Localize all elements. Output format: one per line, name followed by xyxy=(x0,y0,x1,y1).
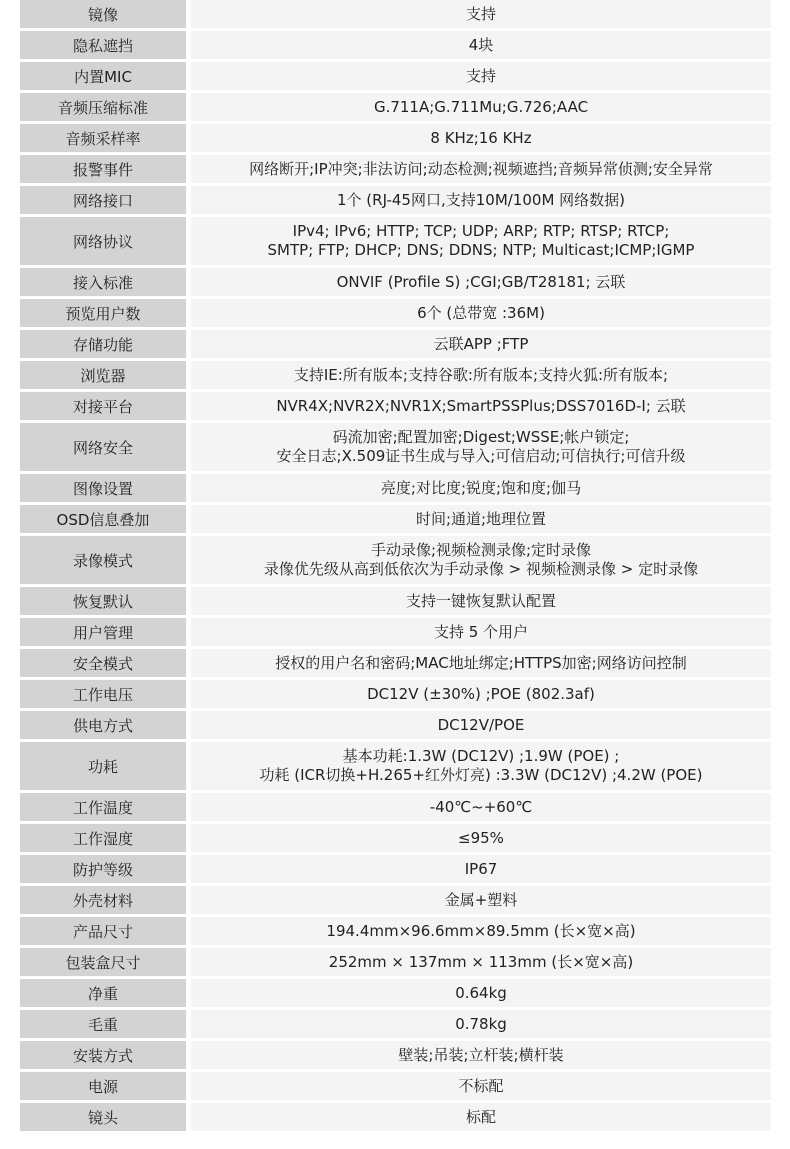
spec-value xyxy=(191,917,771,945)
spec-label: OSD信息叠加 xyxy=(20,505,186,533)
spec-value xyxy=(191,1103,771,1131)
spec-label: 安全模式 xyxy=(20,649,186,677)
spec-label: 录像模式 xyxy=(20,536,186,584)
spec-value xyxy=(191,824,771,852)
spec-label: 预览用户数 xyxy=(20,299,186,327)
spec-label: 包装盒尺寸 xyxy=(20,948,186,976)
spec-value xyxy=(191,361,771,389)
spec-value xyxy=(191,0,771,28)
spec-value-line: NVR4X;NVR2X;NVR1X;SmartPSSPlus;DSS7016D-I; 云联 xyxy=(276,396,686,415)
spec-label: 图像设置 xyxy=(20,474,186,502)
spec-value-line: 手动录像;视频检测录像;定时录像 xyxy=(370,541,592,559)
spec-value-line: 标配 xyxy=(465,1107,496,1126)
spec-value-line: 基本功耗:1.3W (DC12V) ;1.9W (POE) ; xyxy=(342,747,620,765)
spec-value-line: SMTP; FTP; DHCP; DNS; DDNS; NTP; Multicast;ICMP;IGMP xyxy=(267,241,695,259)
spec-value xyxy=(191,31,771,59)
spec-label: 防护等级 xyxy=(20,855,186,883)
spec-value-line: 云联APP ;FTP xyxy=(433,334,529,353)
spec-value xyxy=(191,124,771,152)
spec-value-line: 0.64kg xyxy=(455,983,507,1002)
spec-value xyxy=(191,155,771,183)
spec-label: 隐私遮挡 xyxy=(20,31,186,59)
spec-value-line: DC12V/POE xyxy=(437,715,525,734)
spec-label: 网络安全 xyxy=(20,423,186,471)
spec-value-line: 支持 xyxy=(465,66,496,85)
spec-value xyxy=(191,680,771,708)
spec-value-line: 功耗 (ICR切换+H.265+红外灯亮) :3.3W (DC12V) ;4.2W (POE) xyxy=(259,766,703,784)
spec-label: 外壳材料 xyxy=(20,886,186,914)
spec-label: 电源 xyxy=(20,1072,186,1100)
spec-value-line: 1个 (RJ-45网口,支持10M/100M 网络数据) xyxy=(336,190,626,209)
spec-value-line: 壁装;吊装;立杆装;横杆装 xyxy=(398,1045,564,1064)
spec-label: 供电方式 xyxy=(20,711,186,739)
spec-value xyxy=(191,1072,771,1100)
spec-value xyxy=(191,299,771,327)
spec-value xyxy=(191,711,771,739)
spec-value xyxy=(191,742,771,790)
spec-value xyxy=(191,186,771,214)
spec-value-line: 8 KHz;16 KHz xyxy=(430,128,532,147)
spec-value-line: 支持IE:所有版本;支持谷歌:所有版本;支持火狐:所有版本; xyxy=(293,365,669,384)
spec-value-line: 0.78kg xyxy=(455,1014,507,1033)
spec-value-line: 支持一键恢复默认配置 xyxy=(405,591,556,610)
spec-label: 工作温度 xyxy=(20,793,186,821)
spec-value xyxy=(191,979,771,1007)
spec-label: 内置MIC xyxy=(20,62,186,90)
spec-label: 净重 xyxy=(20,979,186,1007)
spec-value xyxy=(191,505,771,533)
spec-label: 用户管理 xyxy=(20,618,186,646)
spec-table xyxy=(20,0,771,1131)
spec-value xyxy=(191,886,771,914)
spec-value-line: ONVIF (Profile S) ;CGI;GB/T28181; 云联 xyxy=(336,272,626,291)
spec-value-line: ≤95% xyxy=(458,828,504,847)
spec-label: 对接平台 xyxy=(20,392,186,420)
spec-label: 音频压缩标准 xyxy=(20,93,186,121)
spec-label: 镜像 xyxy=(20,0,186,28)
spec-value-line: 194.4mm×96.6mm×89.5mm (长×宽×高) xyxy=(326,921,636,940)
spec-value xyxy=(191,536,771,584)
spec-value-line: IPv4; IPv6; HTTP; TCP; UDP; ARP; RTP; RTSP; RTCP; xyxy=(292,222,670,240)
spec-value-line: 金属+塑料 xyxy=(444,890,518,909)
spec-value xyxy=(191,268,771,296)
spec-label: 安装方式 xyxy=(20,1041,186,1069)
spec-value xyxy=(191,948,771,976)
spec-value xyxy=(191,392,771,420)
spec-value xyxy=(191,217,771,265)
spec-label: 工作湿度 xyxy=(20,824,186,852)
spec-label: 浏览器 xyxy=(20,361,186,389)
spec-label: 接入标准 xyxy=(20,268,186,296)
spec-label: 毛重 xyxy=(20,1010,186,1038)
spec-value-line: 4块 xyxy=(468,35,494,54)
spec-label: 工作电压 xyxy=(20,680,186,708)
spec-value-line: 不标配 xyxy=(458,1076,504,1095)
spec-value xyxy=(191,1041,771,1069)
spec-value-line: 亮度;对比度;锐度;饱和度;伽马 xyxy=(380,478,582,497)
spec-value-line: 支持 xyxy=(465,4,496,23)
spec-value xyxy=(191,62,771,90)
spec-value xyxy=(191,587,771,615)
spec-value-line: 授权的用户名和密码;MAC地址绑定;HTTPS加密;网络访问控制 xyxy=(275,653,687,672)
spec-value-line: 安全日志;X.509证书生成与导入;可信启动;可信执行;可信升级 xyxy=(276,447,686,465)
spec-value-line: IP67 xyxy=(464,859,498,878)
spec-value-line: 码流加密;配置加密;Digest;WSSE;帐户锁定; xyxy=(332,428,630,446)
spec-label: 产品尺寸 xyxy=(20,917,186,945)
spec-label: 报警事件 xyxy=(20,155,186,183)
spec-value-line: -40℃~+60℃ xyxy=(429,797,533,816)
spec-value xyxy=(191,93,771,121)
spec-value-line: G.711A;G.711Mu;G.726;AAC xyxy=(373,97,589,116)
spec-value xyxy=(191,423,771,471)
spec-value xyxy=(191,474,771,502)
spec-value-line: 时间;通道;地理位置 xyxy=(415,509,547,528)
spec-value xyxy=(191,649,771,677)
spec-value xyxy=(191,793,771,821)
spec-value xyxy=(191,330,771,358)
spec-label: 恢复默认 xyxy=(20,587,186,615)
spec-label: 功耗 xyxy=(20,742,186,790)
spec-value-line: 6个 (总带宽 :36M) xyxy=(417,303,545,322)
spec-label: 音频采样率 xyxy=(20,124,186,152)
spec-value xyxy=(191,618,771,646)
spec-value-line: 支持 5 个用户 xyxy=(433,622,529,641)
spec-value xyxy=(191,1010,771,1038)
spec-label: 镜头 xyxy=(20,1103,186,1131)
spec-label: 网络协议 xyxy=(20,217,186,265)
spec-value-line: DC12V (±30%) ;POE (802.3af) xyxy=(367,684,595,703)
spec-value xyxy=(191,855,771,883)
spec-value-line: 252mm × 137mm × 113mm (长×宽×高) xyxy=(328,952,634,971)
spec-label: 存储功能 xyxy=(20,330,186,358)
spec-label: 网络接口 xyxy=(20,186,186,214)
spec-value-line: 网络断开;IP冲突;非法访问;动态检测;视频遮挡;音频异常侦测;安全异常 xyxy=(249,159,713,178)
spec-value-line: 录像优先级从高到低依次为手动录像 > 视频检测录像 > 定时录像 xyxy=(263,560,699,578)
